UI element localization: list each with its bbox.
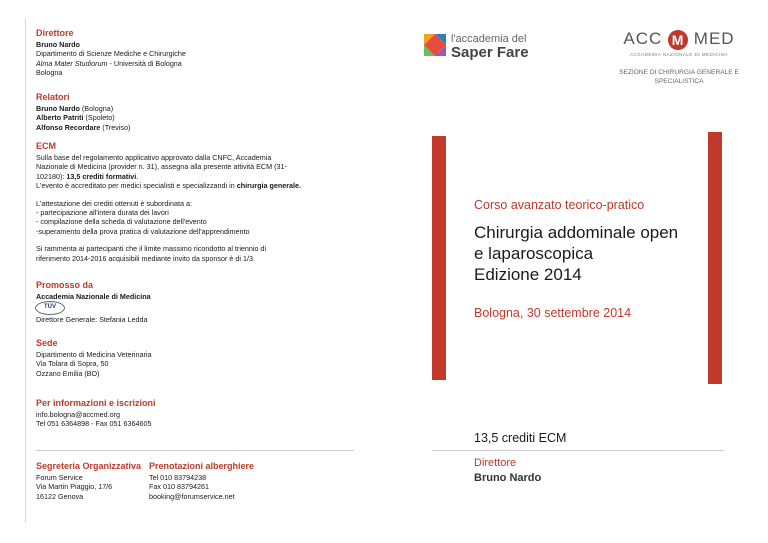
ecm-section — [36, 141, 366, 263]
direttore-univ: - Università di Bologna — [107, 58, 182, 68]
cover-title — [474, 222, 678, 285]
page-left-border — [25, 18, 26, 523]
ecm-credits: 13,5 crediti formativi — [66, 171, 137, 181]
ecm-text: . — [136, 171, 139, 181]
relatori-title: Relatori — [36, 92, 70, 102]
segreteria-line: 16122 Genova — [36, 491, 84, 501]
ecm-text: L'evento è accreditato per medici specialisti e specializzandi in — [36, 181, 237, 191]
relatore-place: (Bologna) — [79, 104, 114, 113]
info-phone: Tel 051 6364898 - Fax 051 6364605 — [36, 419, 152, 429]
ecm-text: Si rammenta ai partecipanti che il limite massimo ricondotto al triennio di — [36, 244, 267, 254]
direttore-univ-italic: Alma Mater Studiorum — [36, 58, 108, 68]
ecm-text: Sulla base del regolamento applicativo approvato dalla CNFC, Accademia — [36, 153, 272, 162]
sede-line: Via Tolara di Sopra, 50 — [36, 359, 109, 369]
ecm-text: - partecipazione all'intera durata dei lavori — [36, 208, 169, 218]
direttore-title: Direttore — [36, 28, 74, 38]
promosso-title: Promosso da — [36, 280, 94, 290]
saper-fare-line1: l'accademia del — [451, 33, 527, 45]
sede-line: Ozzano Emilia (BO) — [36, 368, 100, 378]
segreteria-line: Via Martin Piaggio, 17/6 — [36, 482, 113, 492]
cover-title-line: Chirurgia addominale open — [474, 223, 679, 242]
cover-dir-name: Bruno Nardo — [474, 472, 542, 484]
sede-title: Sede — [36, 338, 58, 348]
relatore-place: (Treviso) — [100, 122, 131, 132]
direttore-dept: Dipartimento di Scienze Mediche e Chirurgiche — [36, 49, 186, 59]
divider — [432, 450, 724, 451]
cover-subtitle: Corso avanzato teorico-pratico — [474, 198, 645, 212]
ecm-text: riferimento 2014-2016 acquisibili mediante invito da sponsor è di 1/3. — [36, 253, 255, 263]
prenotazioni-line: Tel 010 83794238 — [149, 473, 207, 482]
promosso-dg: Direttore Generale: Stefania Ledda — [36, 315, 148, 324]
relatore-name: Alfonso Recordare — [36, 122, 101, 132]
segreteria-title: Segreteria Organizzativa — [36, 461, 142, 471]
saper-fare-logo — [451, 33, 529, 60]
cover-date: Bologna, 30 settembre 2014 — [474, 306, 632, 320]
segreteria-section — [36, 461, 146, 501]
direttore-section — [36, 28, 356, 78]
tuv-logo: TÜV — [35, 301, 65, 315]
accmed-med: MED — [693, 29, 735, 48]
relatore-name: Bruno Nardo — [36, 104, 80, 113]
ecm-text: -superamento della prova pratica di valutazione dell'apprendimento — [36, 226, 250, 236]
sede-section — [36, 338, 356, 378]
saper-fare-line2: Saper Fare — [451, 44, 529, 61]
ecm-text: - compilazione della scheda di valutazione dell'evento — [36, 217, 207, 227]
divider — [36, 450, 354, 451]
accmed-acc: ACC — [623, 29, 663, 48]
relatore-place: (Spoleto) — [83, 113, 115, 123]
sezione-line: SEZIONE DI CHIRURGIA GENERALE E — [619, 69, 739, 76]
sezione-label — [608, 68, 750, 86]
prenotazioni-email[interactable]: booking@forumservice.net — [149, 491, 235, 501]
info-section — [36, 398, 356, 429]
accmed-m-icon: M — [668, 30, 688, 50]
ecm-title: ECM — [36, 141, 56, 151]
sede-line: Dipartimento di Medicina Veterinaria — [36, 350, 152, 359]
left-bracket — [432, 136, 446, 380]
info-email[interactable]: info.bologna@accmed.org — [36, 410, 121, 419]
cover-credits: 13,5 crediti ECM — [474, 431, 567, 445]
accmed-sub: ACCADEMIA NAZIONALE DI MEDICINA — [630, 52, 728, 57]
ecm-text: L'attestazione dei crediti ottenuti è subordinata a: — [36, 198, 193, 208]
relatore-item — [36, 123, 356, 132]
cover-title-line: e laparoscopica — [474, 244, 594, 263]
relatore-item — [36, 113, 356, 122]
promosso-org: Accademia Nazionale di Medicina — [36, 292, 151, 301]
relatore-name: Alberto Patriti — [36, 113, 84, 123]
info-title: Per informazioni e iscrizioni — [36, 398, 156, 408]
right-bracket — [708, 132, 722, 384]
saper-fare-logo-icon — [424, 34, 446, 56]
ecm-text: 102180): — [36, 171, 67, 181]
prenotazioni-title: Prenotazioni alberghiere — [149, 461, 255, 471]
prenotazioni-section — [149, 461, 289, 501]
promosso-section — [36, 280, 356, 301]
accmed-logo — [614, 28, 744, 57]
cover-dir-label: Direttore — [474, 457, 517, 469]
ecm-text: Nazionale di Medicina (provider n. 31), assegna alla presente attività ECM (31- — [36, 162, 287, 172]
ecm-specialty: chirurgia generale. — [236, 181, 302, 191]
direttore-name: Bruno Nardo — [36, 40, 80, 49]
prenotazioni-line: Fax 010 83794261 — [149, 482, 209, 492]
relatori-section — [36, 92, 356, 132]
segreteria-line: Forum Service — [36, 473, 83, 482]
relatore-item — [36, 104, 356, 113]
cover-title-line: Edizione 2014 — [474, 265, 582, 284]
sezione-line: SPECIALISTICA — [654, 78, 704, 85]
direttore-city: Bologna — [36, 68, 63, 78]
